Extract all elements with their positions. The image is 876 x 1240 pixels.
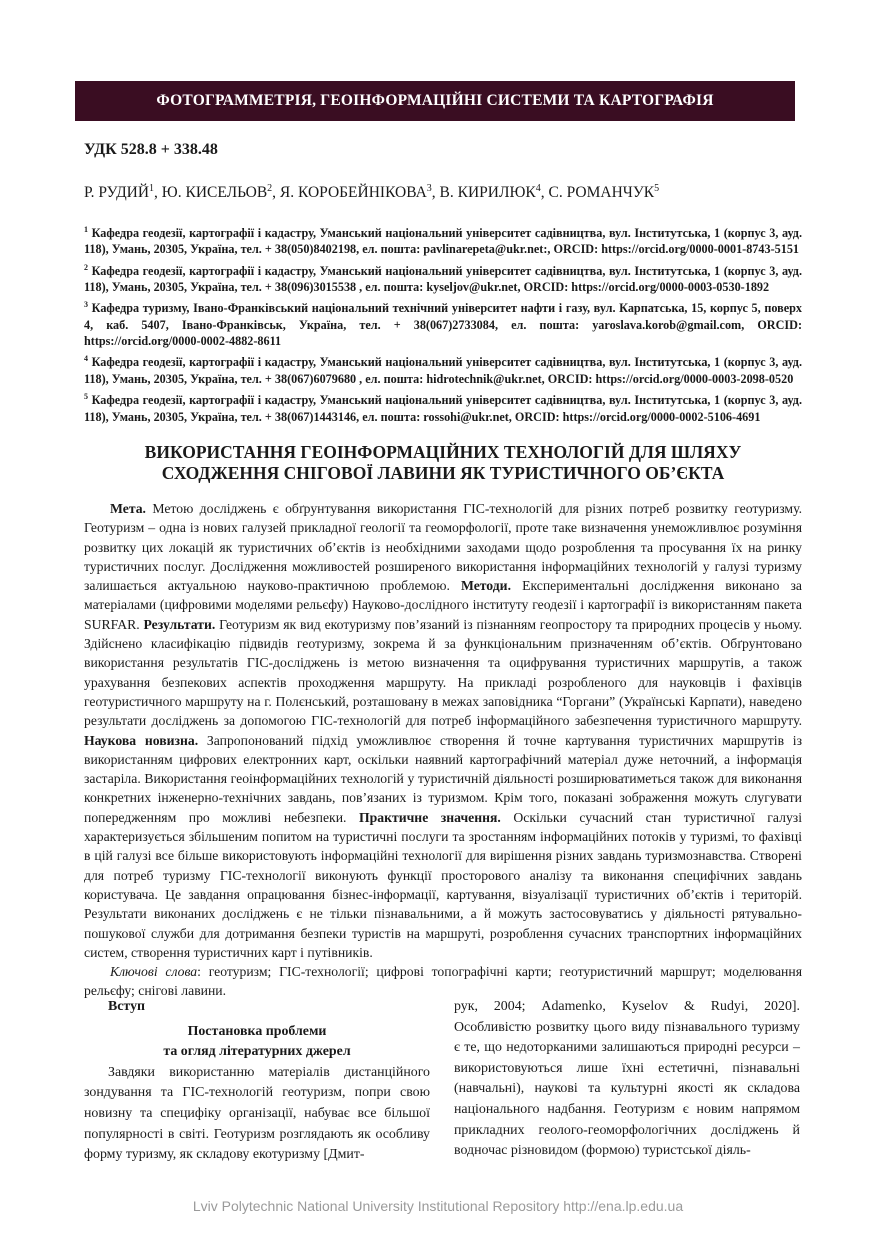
affiliation-sup: 5	[84, 392, 88, 402]
author-name: Ю. КИСЕЛЬОВ	[161, 184, 268, 202]
abstract-methods-label: Методи.	[460, 578, 511, 594]
author-sup: 1	[149, 183, 155, 194]
abstract-novelty-text: Запропонований підхід уможливлює створення й точне картування туристичних маршрутів із використанням цифрових електронних карт, оскільки наявний картографічний матеріал дуже неточний, а інформація застаріла. Використання геоінформаційних технологій у туристичній діяльності розширюватиметься також для виконання конкретних інженерно-технічних завдань, пов’язаних із туризмом. Крім того, показані зображення можуть слугувати попередженням про можливі небезпеки.	[84, 732, 802, 825]
abstract-practical-text: Оскільки сучасний стан туристичної галузі характеризується збільшеним попитом на туристичні послуги та зростанням інформаційних потоків у туризмі, то фахівці в цій галузі все більше використовують інформаційні технології для вирішення різних завдань туризмознавства. Створені для потреб туризму ГІС-технології виконують функції просторового аналізу та виконання специфічних завдань користувача. Це завдання опрацювання бізнес-інформації, картування, візуалізації туристичних об’єктів і територій. Результати виконаних досліджень є не тільки пізнавальними, а й можуть застосовуватись у діяльності рятувально-пошукової служби для дотримання безпеки туристів на маршруті, розроблення сучасних транспортних інформаційних систем, створення туристичних карт і путівників.	[84, 809, 803, 960]
keywords-text: : геотуризм; ГІС-технології; цифрові топографічні карти; геотуристичний маршрут; моделювання рельєфу; снігові лавини.	[84, 964, 802, 999]
keywords-label: Ключові слова	[110, 964, 198, 980]
affiliation-sup: 1	[84, 225, 88, 234]
affiliation	[84, 222, 802, 258]
affiliation-text: Кафедра туризму, Івано-Франківський національний технічний університет нафти і газу, вул. Карпатська, 15, корпус 5, поверх 4, каб. 5407, Івано-Франківськ, Україна, тел. + 38(067)2733084, ел. пошта: yaroslava.korob@gmail.com, ORCID: https://orcid.org/0000-0002-4882-8611	[84, 301, 802, 349]
abstract-aim-label: Мета.	[110, 501, 146, 516]
affiliation	[84, 260, 802, 296]
body-paragraph: Завдяки використанню матеріалів дистанційного зондування та ГІС-технологій геотуризм, попри свою новизну та специфіку організації, набуває все більшої популярності в світі. Геотуризм розглядають як особливу форму туризму, як складову екотуризму [Дмит-	[84, 1064, 430, 1163]
affiliation-sup: 4	[84, 354, 88, 364]
author-name: Р. РУДИЙ	[84, 184, 150, 202]
abstract-methods-text: Експериментальні дослідження виконано за матеріалами (цифровими моделями рельєфу) Науково-дослідного інституту геодезії і картографії із використанням пакета SURFAR.	[84, 578, 802, 632]
author-name: Я. КОРОБЕЙНІКОВА	[279, 184, 427, 202]
affiliation	[84, 351, 802, 387]
body-column-right	[454, 997, 800, 1162]
paper-title-line: ВИКОРИСТАННЯ ГЕОІНФОРМАЦІЙНИХ ТЕХНОЛОГІЙ ДЛЯ ШЛЯХУ	[144, 442, 742, 462]
abstract-results-text: Геотуризм як вид екотуризму пов’язаний із пізнанням геопростору та природних процесів у ньому. Здійснено класифікацію підвидів геотуризму, зокрема й за функціональним призначенням об’єктів. Обґрунтовано використання результатів ГІС-досліджень із метою визначення та оцифрування туристичних маршрутів, а також урахування безпекових аспектів проходження маршруту. На прикладі розробленого для науковців і фахівців геотуристичного маршруту на г. Полєнський, розташовану в межах заповідника “Горгани” (Українські Карпати), наведено результати досліджень за допомогою ГІС-технологій для потреб інформаційного забезпечення туристичного маршруту.	[84, 616, 802, 729]
author-list: Р. РУДИЙ$^1$, Ю. КИСЕЛЬОВ$^2$, Я. КОРОБЕЙНІКОВА$^3$, В. КИРИЛЮК$^4$, С. РОМАНЧУК$^5$	[84, 183, 660, 202]
repository-footer: Lviv Polytechnic National University Institutional Repository http://ena.lp.edu.ua	[192, 1198, 684, 1214]
author-sup: 3	[426, 183, 432, 194]
affiliation-sup: 3	[84, 300, 88, 310]
section-heading-line: Постановка проблеми	[187, 1023, 327, 1039]
affiliation	[84, 389, 802, 425]
abstract-aim-text: Метою досліджень є обґрунтування використання ГІС-технологій для різних потреб розвитку геотуризму. Геотуризм – одна із нових галузей прикладної геології та геоморфології, проте таке визначення унеможливлює розуміння розвитку цих локацій як туристичних об’єктів із необхідними заходами щодо розроблення та просування їх на ринку туристичних послуг. Дослідження можливостей розширеного використання інформаційних технологій у галузі туризму залишається актуальною науково-практичною проблемою.	[84, 501, 802, 594]
paper-title	[84, 442, 802, 484]
section-heading	[84, 1022, 430, 1063]
abstract-paragraph	[84, 499, 802, 962]
affiliation-sup: 2	[84, 262, 88, 272]
paper-title-line: СХОДЖЕННЯ СНІГОВОЇ ЛАВИНИ ЯК ТУРИСТИЧНОГО ОБ’ЄКТА	[161, 463, 725, 483]
section-heading-line: та огляд літературних джерел	[163, 1044, 351, 1060]
abstract-practical-label: Практичне значення.	[358, 809, 501, 825]
affiliation-text: Кафедра геодезії, картографії і кадастру, Уманський національний університет садівництва, вул. Інститутська, 1 (корпус 3, ауд. 118), Умань, 20305, Україна, тел. + 38(050)8402198, ел. пошта: pavlinarepeta@ukr.net:, ORCID: https://orcid.org/0000-0001-8743-5151	[84, 226, 803, 257]
body-paragraph: рук, 2004; Adamenko, Kyselov & Rudyi, 2020]. Особливістю розвитку цього виду пізнавального туризму є те, що недоторканими залишаються природні ресурси – використовуються лише їхні естетичні, пізнавальні (навчальні), наукові та культурні якості як складова національного надбання. Геотуризм є новим напрямом прикладних геолого-геоморфологічних досліджень й водночас різновидом (формою) туристської діяль-	[454, 999, 800, 1159]
author-sup: 4	[535, 183, 541, 194]
abstract-results-label: Результати.	[143, 616, 216, 632]
udk-code: УДК 528.8 + 338.48	[84, 141, 218, 158]
abstract-novelty-label: Наукова новизна.	[84, 732, 199, 748]
keywords-paragraph	[84, 962, 802, 1001]
affiliation-text: Кафедра геодезії, картографії і кадастру, Уманський національний університет садівництва, вул. Інститутська, 1 (корпус 3, ауд. 118), Умань, 20305, Україна, тел. + 38(067)1443146, ел. пошта: rossohi@ukr.net, ORCID: https://orcid.org/0000-0002-5106-4691	[84, 393, 803, 424]
affiliation-list	[84, 222, 802, 427]
author-name: В. КИРИЛЮК	[439, 184, 536, 202]
section-banner-title: ФОТОГРАММЕТРІЯ, ГЕОІНФОРМАЦІЙНІ СИСТЕМИ ТА КАРТОГРАФІЯ	[156, 92, 714, 109]
author-sup: 2	[267, 183, 273, 194]
section-banner	[75, 81, 795, 121]
affiliation-text: Кафедра геодезії, картографії і кадастру, Уманський національний університет садівництва, вул. Інститутська, 1 (корпус 3, ауд. 118), Умань, 20305, Україна, тел. + 38(096)3015538 , ел. пошта: kyseljov@ukr.net, ORCID: https://orcid.org/0000-0003-0530-1892	[84, 263, 803, 295]
abstract	[84, 499, 802, 1001]
affiliation-text: Кафедра геодезії, картографії і кадастру, Уманський національний університет садівництва, вул. Інститутська, 1 (корпус 3, ауд. 118), Умань, 20305, Україна, тел. + 38(067)6079680 , ел. пошта: hidrotechnik@ukr.net, ORCID: https://orcid.org/0000-0003-2098-0520	[84, 355, 803, 386]
section-label: Вступ	[108, 999, 146, 1014]
body-column-left	[84, 997, 430, 1166]
author-name: С. РОМАНЧУК	[548, 184, 655, 202]
author-sup: 5	[654, 183, 660, 194]
affiliation	[84, 297, 802, 349]
